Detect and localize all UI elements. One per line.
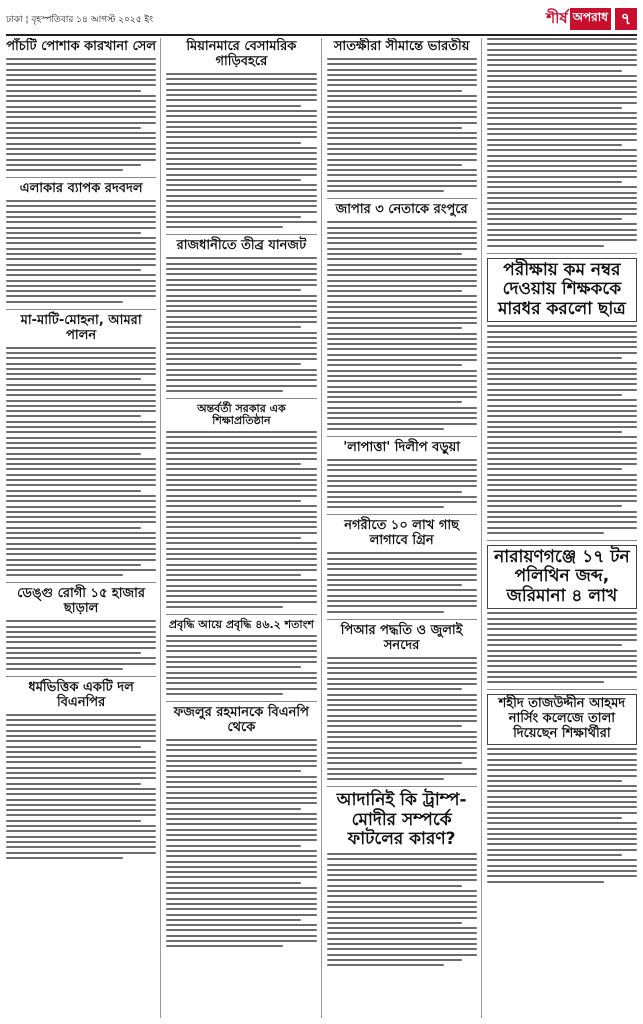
article-divider bbox=[166, 614, 316, 615]
article-divider bbox=[487, 689, 637, 690]
article-headline: অন্তর্বর্তী সরকার এক শিক্ষাপ্রতিষ্ঠান bbox=[197, 401, 286, 428]
article-body bbox=[166, 635, 316, 695]
article-body bbox=[6, 620, 156, 670]
masthead bbox=[546, 7, 637, 32]
article-divider bbox=[487, 540, 637, 541]
article-headline: রাজধানীতে তীব্র যানজট bbox=[176, 238, 307, 254]
article-body bbox=[327, 459, 477, 509]
article-headline: জাপার ৩ নেতাকে রংপুরে bbox=[335, 202, 468, 218]
page-header bbox=[6, 4, 637, 36]
article-headline: এলাকার ব্যাপক রদবদল bbox=[19, 181, 143, 197]
article-headline: পিআর পদ্ধতি ও জুলাই সনদের bbox=[340, 622, 463, 653]
article-body bbox=[166, 739, 316, 948]
article bbox=[6, 587, 156, 670]
article bbox=[487, 38, 637, 247]
dateline: ঢাকা ¦ বৃহস্পতিবার ১৪ আগস্ট ২০২৫ ইং bbox=[6, 14, 153, 25]
article-headline: পাঁচটি পোশাক কারখানা সেল bbox=[6, 39, 157, 54]
article-headline: ধর্মভিত্তিক একটি দল বিএনপির bbox=[28, 679, 134, 710]
page-number: ৭ bbox=[615, 8, 637, 30]
article-divider bbox=[6, 309, 156, 310]
article-divider bbox=[487, 253, 637, 254]
article-headline: সাতক্ষীরা সীমান্তে ভারতীয় bbox=[333, 39, 470, 54]
article-headline: প্রবৃদ্ধি আয়ে প্রবৃদ্ধি ৪৬.২ শতাংশ bbox=[168, 617, 314, 631]
article bbox=[327, 441, 477, 509]
article-body bbox=[6, 200, 156, 303]
article bbox=[327, 519, 477, 612]
article bbox=[487, 694, 637, 882]
article-divider bbox=[166, 398, 316, 399]
article-headline: পরীক্ষায় কম নম্বর দেওয়ায় শিক্ষককে মারধর করলো ছাত্র bbox=[487, 258, 637, 323]
article-body bbox=[327, 657, 477, 781]
article-headline: ডেঙ্গু রোগী ১৫ হাজার ছাড়াল bbox=[17, 586, 146, 617]
article-divider bbox=[166, 234, 316, 235]
article bbox=[487, 258, 637, 534]
article bbox=[327, 40, 477, 192]
article bbox=[6, 182, 156, 303]
column-4 bbox=[487, 38, 637, 1018]
column-2 bbox=[166, 38, 321, 1018]
article-body bbox=[487, 38, 637, 247]
article-body bbox=[166, 257, 316, 391]
article-headline: ফজলুর রহমানকে বিএনপি থেকে bbox=[173, 704, 309, 735]
brand-logo bbox=[546, 7, 611, 32]
article-body bbox=[6, 347, 156, 577]
article-divider bbox=[6, 582, 156, 583]
article-divider bbox=[327, 198, 477, 199]
article-divider bbox=[6, 676, 156, 677]
article bbox=[166, 40, 316, 228]
article-divider bbox=[327, 436, 477, 437]
article bbox=[327, 203, 477, 430]
article bbox=[6, 681, 156, 859]
article-headline: আদানিই কি ট্রাম্প-মোদীর সম্পর্কে ফাটলের কারণ? bbox=[336, 790, 467, 850]
article-body bbox=[166, 431, 316, 608]
column-3 bbox=[327, 38, 482, 1018]
article bbox=[487, 545, 637, 684]
article bbox=[166, 706, 316, 947]
article-body bbox=[487, 612, 637, 683]
article-headline: 'লাপাত্তা' দিলীপ বড়ুয়া bbox=[343, 439, 461, 455]
article-body bbox=[6, 58, 156, 171]
article-divider bbox=[6, 177, 156, 178]
article-divider bbox=[166, 701, 316, 702]
article-headline: মিয়ানমারে বেসামরিক গাড়িবহরে bbox=[186, 39, 297, 69]
article bbox=[6, 40, 156, 171]
article bbox=[327, 791, 477, 966]
article-body bbox=[327, 552, 477, 612]
article-divider bbox=[327, 619, 477, 620]
article-body bbox=[327, 221, 477, 430]
article-body bbox=[327, 853, 477, 966]
article-divider bbox=[327, 514, 477, 515]
article bbox=[166, 403, 316, 608]
article-headline: নগরীতে ১০ লাখ গাছ লাগাবে গ্রিন bbox=[344, 518, 459, 549]
article-body bbox=[6, 714, 156, 859]
article-headline: শহীদ তাজউদ্দীন আহমদ নার্সিং কলেজে তালা দিয়েছেন শিক্ষার্থীরা bbox=[487, 694, 637, 745]
brand-part1: শীর্ষ bbox=[546, 8, 568, 27]
article-body bbox=[166, 73, 316, 229]
article bbox=[166, 619, 316, 695]
article-body bbox=[487, 748, 637, 882]
article-headline: নারায়ণগঞ্জে ১৭ টন পলিথিন জব্দ, জরিমানা ৪ লাখ bbox=[487, 545, 637, 610]
article-body bbox=[487, 325, 637, 534]
article bbox=[327, 624, 477, 781]
article-body bbox=[327, 58, 477, 192]
column-1 bbox=[6, 38, 161, 1018]
article-headline: মা-মাটি-মোহনা, আমরা পালন bbox=[20, 312, 142, 343]
article-divider bbox=[327, 786, 477, 787]
article bbox=[6, 314, 156, 577]
article bbox=[166, 239, 316, 391]
brand-part2: অপরাধ bbox=[570, 8, 611, 30]
columns bbox=[6, 38, 637, 1018]
